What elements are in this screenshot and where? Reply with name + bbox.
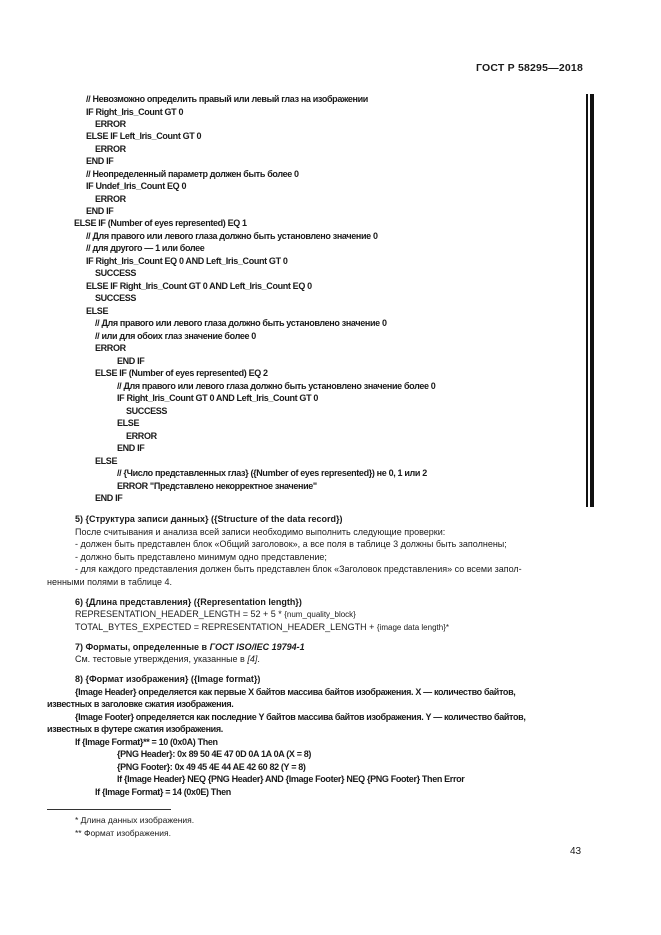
- code-line: IF Right_Iris_Count EQ 0 AND Left_Iris_Count GT 0: [86, 256, 288, 266]
- code-line: ELSE: [117, 418, 140, 428]
- section-6-title: 6) {Длина представления} ({Representation length}): [75, 597, 302, 607]
- footnote: ** Формат изображения.: [75, 828, 171, 838]
- code-line: {PNG Footer}: 0x 49 45 4E 44 AE 42 60 82 (Y = 8): [117, 762, 306, 772]
- code-line: ELSE IF Left_Iris_Count GT 0: [86, 131, 202, 141]
- section-7-title-text: 7) Форматы, определенные в: [75, 642, 210, 652]
- formula-text: REPRESENTATION_HEADER_LENGTH = 52 + 5 *: [75, 609, 285, 619]
- list-item: - для каждого представления должен быть представлен блок «Заголовок представления» со всеми запол-: [75, 564, 522, 574]
- list-item: - должно быть представлено минимум одно представление;: [75, 552, 327, 562]
- footnote: * Длина данных изображения.: [75, 815, 195, 825]
- code-line: {PNG Header}: 0x 89 50 4E 47 0D 0A 1A 0A (X = 8): [117, 749, 312, 759]
- bibliography-reference: [4]: [247, 654, 258, 664]
- page-number: 43: [570, 846, 582, 857]
- code-line: {Image Footer} определяется как последние Y байтов массива байтов изображения. Y — количество байтов,: [75, 712, 526, 722]
- standard-reference: ГОСТ ISO/IEC 19794-1: [209, 642, 305, 652]
- code-line: // {Число представленных глаз} ({Number of eyes represented}) не 0, 1 или 2: [117, 468, 427, 478]
- change-bar: [586, 94, 595, 507]
- code-line: If {Image Format} = 14 (0x0E) Then: [95, 787, 231, 797]
- code-line: ELSE IF (Number of eyes represented) EQ 1: [74, 218, 247, 228]
- code-line: известных в футере сжатия изображения.: [47, 724, 223, 734]
- code-line: ERROR: [95, 194, 126, 204]
- code-line: END IF: [117, 356, 145, 366]
- section-7-text-part: .: [257, 654, 260, 664]
- footnote-divider: [47, 809, 171, 810]
- code-line: // Невозможно определить правый или левый глаз на изображении: [86, 94, 368, 104]
- code-line: ELSE IF (Number of eyes represented) EQ 2: [95, 368, 268, 378]
- code-line: END IF: [117, 443, 145, 453]
- code-line: ERROR: [95, 343, 126, 353]
- code-line: If {Image Format}** = 10 (0x0A) Then: [75, 737, 218, 747]
- code-line: // или для обоих глаз значение более 0: [95, 331, 256, 341]
- formula-line: [75, 608, 356, 621]
- section-8-title: 8) {Формат изображения} ({Image format}): [75, 674, 261, 684]
- code-line: ELSE: [95, 456, 118, 466]
- code-line: END IF: [86, 206, 114, 216]
- code-line: ELSE: [86, 306, 109, 316]
- code-line: ERROR: [95, 119, 126, 129]
- section-7-text: [75, 653, 260, 665]
- code-line: ERROR: [126, 431, 157, 441]
- code-line: If {Image Header} NEQ {PNG Header} AND {Image Footer} NEQ {PNG Footer} Then Error: [117, 774, 465, 784]
- code-line: END IF: [86, 156, 114, 166]
- code-line: IF Right_Iris_Count GT 0 AND Left_Iris_Count GT 0: [117, 393, 319, 403]
- code-line: END IF: [95, 493, 123, 503]
- formula-text: TOTAL_BYTES_EXPECTED = REPRESENTATION_HEADER_LENGTH +: [75, 622, 377, 632]
- code-line: SUCCESS: [95, 268, 137, 278]
- code-line: ELSE IF Right_Iris_Count GT 0 AND Left_Iris_Count EQ 0: [86, 281, 312, 291]
- code-line: // Для правого или левого глаза должно быть установлено значение 0: [86, 231, 378, 241]
- standard-header: ГОСТ Р 58295—2018: [475, 62, 583, 74]
- list-item: ненными полями в таблице 4.: [47, 577, 173, 587]
- code-line: SUCCESS: [95, 293, 137, 303]
- section-5-title: 5) {Структура записи данных} ({Structure of the data record}): [75, 514, 343, 524]
- code-line: IF Undef_Iris_Count EQ 0: [86, 181, 187, 191]
- section-5-intro: После считывания и анализа всей записи необходимо выполнить следующие проверки:: [75, 527, 446, 537]
- code-line: // для другого — 1 или более: [86, 243, 205, 253]
- code-line: ERROR "Представлено некорректное значение": [117, 481, 317, 491]
- code-line: // Неопределенный параметр должен быть более 0: [86, 169, 299, 179]
- code-line: // Для правого или левого глаза должно быть установлено значение более 0: [117, 381, 436, 391]
- section-7-text-part: См. тестовые утверждения, указанные в: [75, 654, 248, 664]
- code-line: известных в заголовке сжатия изображения.: [47, 699, 234, 709]
- code-line: {Image Header} определяется как первые X байтов массива байтов изображения. X — количество байтов,: [75, 687, 516, 697]
- code-line: // Для правого или левого глаза должно быть установлено значение 0: [95, 318, 387, 328]
- formula-var: {image data length}*: [376, 623, 449, 632]
- section-7-title: [75, 641, 305, 653]
- list-item: - должен быть представлен блок «Общий заголовок», а все поля в таблице 3 должны быть заполнены;: [75, 539, 507, 549]
- code-line: IF Right_Iris_Count GT 0: [86, 107, 184, 117]
- formula-line: [75, 621, 449, 634]
- formula-var: {num_quality_block}: [284, 610, 356, 619]
- code-line: ERROR: [95, 144, 126, 154]
- code-line: SUCCESS: [126, 406, 168, 416]
